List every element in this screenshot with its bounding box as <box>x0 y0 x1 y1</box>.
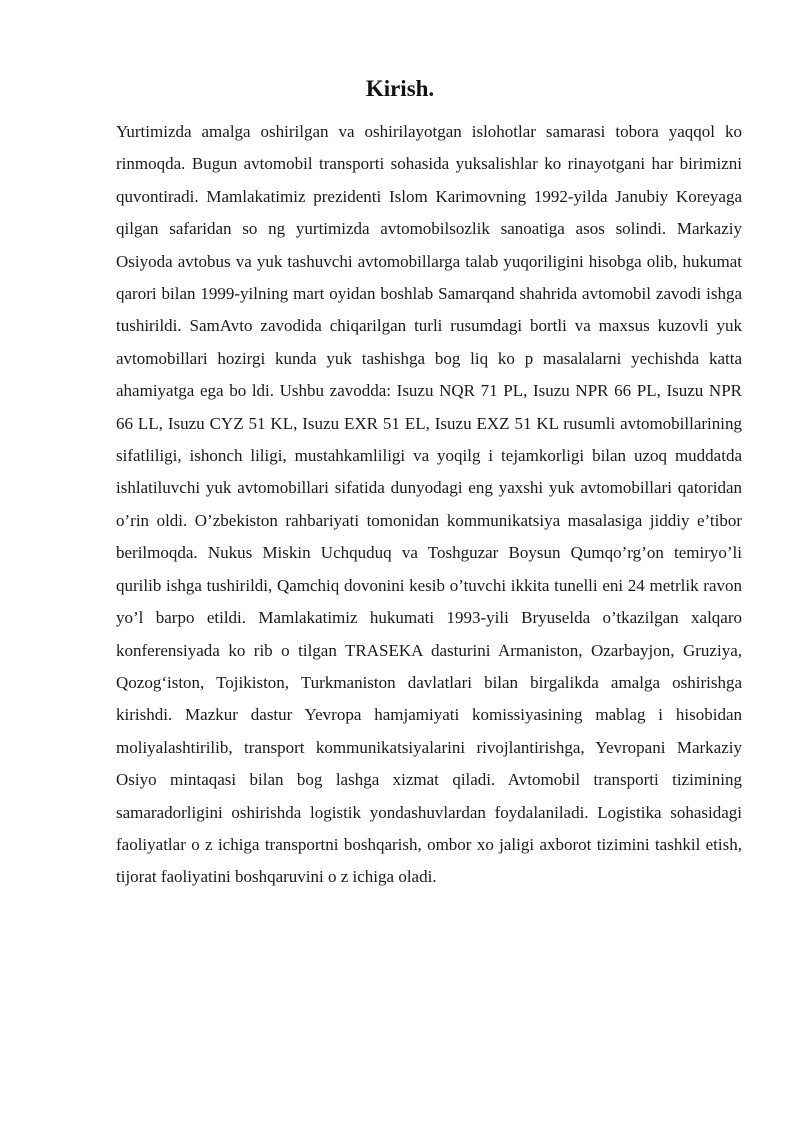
page-title: Kirish. <box>365 76 435 101</box>
body-paragraph: Yurtimizda amalga oshirilgan va oshirilayotgan islohotlar samarasi tobora yaqqol ko rinmoqda. Bugun avtomobil transporti sohasida yuksalishlar ko rinayotgani har birimizni quvontiradi. Mamlakatimiz prezidenti Islom Karimovning 1992-yilda Janubiy Koreyaga qilgan safaridan so ng yurtimizda avtomobilsozlik sanoatiga asos solindi. Markaziy Osiyoda avtobus va yuk tashuvchi avtomobillarga talab yuqoriligini hisobga olib, hukumat qarori bilan 1999-yilning mart oyidan boshlab Samarqand shahrida avtomobil zavodi ishga tushirildi. SamAvto zavodida chiqarilgan turli rusumdagi bortli va maxsus kuzovli yuk avtomobillari hozirgi kunda yuk tashishga bog liq ko p masalalarni yechishda katta ahamiyatga ega bo ldi. Ushbu zavodda: Isuzu NQR 71 PL, Isuzu NPR 66 PL, Isuzu NPR 66 LL, Isuzu CYZ 51 KL, Isuzu EXR 51 EL, Isuzu EXZ 51 KL rusumli avtomobillarining sifatliligi, ishonch liligi, mustahkamliligi va yoqilg i tejamkorligi bilan uzoq muddatda ishlatiluvchi yuk avtomobillari sifatida dunyodagi eng yaxshi yuk avtomobillari qatoridan o’rin oldi. O’zbekiston rahbariyati tomonidan kommunikatsiya masalasiga jiddiy e’tibor berilmoqda. Nukus Miskin Uchquduq va Toshguzar Boysun Qumqo’rg’on temiryo’li qurilib ishga tushirildi, Qamchiq dovonini kesib o’tuvchi ikkita tunelli eni 24 metrlik ravon yo’l barpo etildi. Mamlakatimiz hukumati 1993-yili Bryuselda o’tkazilgan xalqaro konferensiyada ko rib o tilgan TRASEKA dasturini Armaniston, Ozarbayjon, Gruziya, Qozog‘iston, Tojikiston, Turkmaniston davlatlari bilan birgalikda amalga oshirishga kirishdi. Mazkur dastur Yevropa hamjamiyati komissiyasining mablag i hisobidan moliyalashtirilib, transport kommunikatsiyalarini rivojlantirishga, Yevropani Markaziy Osiyo mintaqasi bilan bog lashga xizmat qiladi. Avtomobil transporti tizimining samaradorligini oshirishda logistik yondashuvlardan foydalaniladi. Logistika sohasidagi faoliyatlar o z ichiga transportni boshqarish, ombor xo jaligi axborot tizimini tashkil etish, tijorat faoliyatini boshqaruvini o z ichiga oladi. <box>116 122 742 887</box>
